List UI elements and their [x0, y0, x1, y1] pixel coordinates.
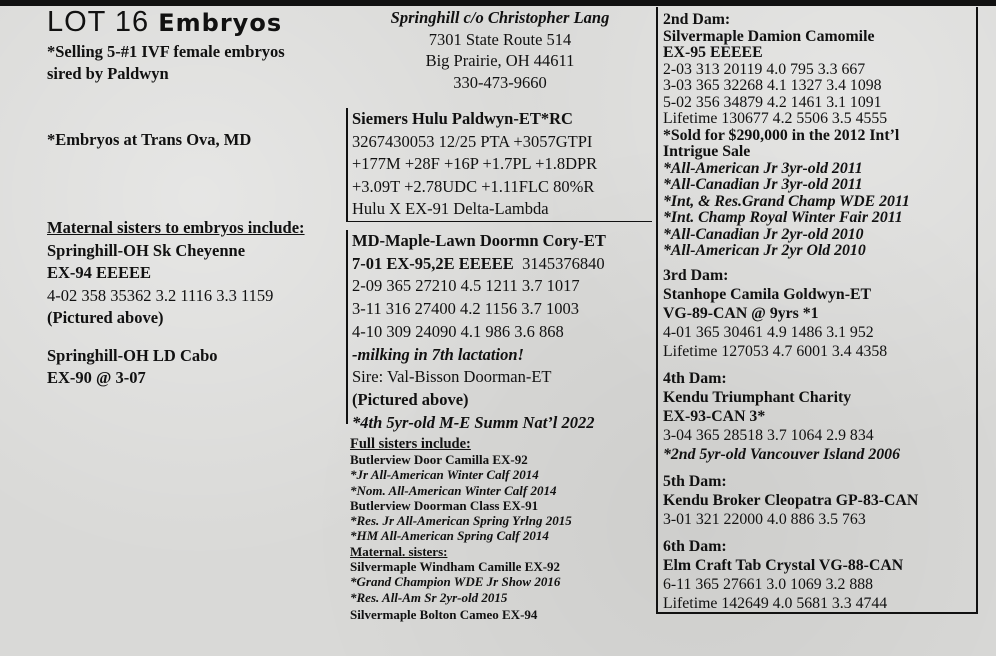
- dam-classification: 7-01 EX-95,2E EEEEE: [352, 253, 514, 273]
- dam-pictured: (Pictured above): [352, 389, 469, 409]
- sister-record: 4-02 358 35362 3.2 1116 3.3 1159: [47, 285, 274, 305]
- full-sister-name: Butlerview Doorman Class EX-91: [350, 497, 539, 513]
- sire-name: Siemers Hulu Paldwyn-ET*RC: [352, 109, 573, 128]
- dam-score: VG-89-CAN @ 9yrs *1: [663, 304, 819, 322]
- full-sisters-heading: Full sisters include:: [350, 436, 471, 452]
- lot-title: [47, 5, 282, 40]
- dam-name: Stanhope Camila Goldwyn-ET: [663, 285, 872, 303]
- contact-block: [375, 7, 625, 93]
- dam-award: *4th 5yr-old M-E Summ Nat’l 2022: [352, 412, 595, 432]
- sire-box: Siemers Hulu Paldwyn-ET*RC 3267430053 12/25 PTA +3057GTPI +177M +28F +16P +1.7PL +1.8DPR +3.09T +2.78UDC +1.11FLC 80%R Hulu X EX-91 Delta-Lambda: [346, 108, 652, 222]
- full-sister-name: Butlerview Door Camilla EX-92: [350, 452, 528, 467]
- dam-sire: Sire: Val-Bisson Doorman-ET: [352, 367, 552, 387]
- lot-number: LOT 16: [47, 6, 150, 38]
- embryo-location: *Embryos at Trans Ova, MD: [47, 130, 252, 149]
- maternal-sisters-heading: Maternal sisters to embryos include:: [47, 218, 305, 237]
- sixth-dam: 6th Dam: Elm Craft Tab Crystal VG-88-CAN 6-11 365 27661 3.0 1069 3.2 888 Lifetime 142649 4.0 5681 3.3 4744: [663, 537, 976, 613]
- sister-score: EX-94 EEEEE: [47, 263, 152, 283]
- dam-name: Elm Craft Tab Crystal VG-88-CAN: [663, 556, 904, 574]
- sister-score: EX-90 @ 3-07: [47, 368, 146, 387]
- dam-name: Silvermaple Damion Camomile: [663, 27, 875, 45]
- sister-name: Springhill-OH Sk Cheyenne: [47, 240, 246, 260]
- dam-milking: -milking in 7th lactation!: [352, 344, 524, 364]
- maternal-sister-name: Silvermaple Bolton Cameo EX-94: [350, 606, 538, 622]
- sister-name: Springhill-OH LD Cabo: [47, 346, 218, 365]
- dam-name: Kendu Broker Cleopatra GP-83-CAN: [663, 491, 919, 509]
- maternal-sister-name: Silvermaple Windham Camille EX-92: [350, 559, 561, 575]
- lot-type: Embryos: [158, 9, 283, 37]
- contact-phone: 330-473-9660: [453, 72, 547, 92]
- fifth-dam: 5th Dam: Kendu Broker Cleopatra GP-83-CAN 3-01 321 22000 4.0 886 3.5 763: [663, 472, 976, 529]
- maternal-sisters-heading: Maternal. sisters:: [350, 543, 448, 559]
- dam-name: MD-Maple-Lawn Doormn Cory-ET: [352, 231, 606, 250]
- dam-score: EX-93-CAN 3*: [663, 407, 766, 425]
- contact-name: Springhill c/o Christopher Lang: [390, 8, 610, 27]
- dams-box: [656, 7, 978, 614]
- sister-note: (Pictured above): [47, 308, 164, 328]
- third-dam: 3rd Dam: Stanhope Camila Goldwyn-ET VG-89-CAN @ 9yrs *1 4-01 365 30461 4.9 1486 3.1 952 Lifetime 127053 4.7 6001 3.4 4358: [663, 266, 976, 361]
- contact-address1: 7301 State Route 514: [428, 29, 572, 49]
- dam-id: 3145376840: [522, 253, 605, 273]
- dam-score: EX-95 EEEEE: [663, 44, 763, 61]
- fourth-dam: 4th Dam: Kendu Triumphant Charity EX-93-CAN 3* 3-04 365 28518 3.7 1064 2.9 834 *2nd 5yr-old Vancouver Island 2006: [663, 369, 976, 464]
- second-dam: 2nd Dam: Silvermaple Damion Camomile EX-95 EEEEE 2-03 313 20119 4.0 795 3.3 667 3-03 365 32268 4.1 1327 3.4 1098 5-02 356 34879 4.2 1461 3.1 1091 Lifetime 130677 4.2 5506 3.5 4555 *Sold for $290,000 in the 2012 Int’l Intrigue Sale *All-American Jr 3yr-old 2011 *All-Canadian Jr 3yr-old 2011 *Int, & Res.Grand Champ WDE 2011 *Int. Champ Royal Winter Fair 2011 *All-Canadian Jr 2yr-old 2010 *All-American Jr 2yr Old 2010: [663, 7, 976, 260]
- dam-box: MD-Maple-Lawn Doormn Cory-ET 7-01 EX-95,2E EEEEE 3145376840 2-09 365 27210 4.5 1211 3.7 1017 3-11 316 27400 4.2 1156 3.7 1003 4-10 309 24090 4.1 986 3.6 868 -milking in 7th lactation! Sire: Val-Bisson Doorman-ET (Pictured above) *4th 5yr-old M-E Summ Nat’l 2022: [346, 230, 646, 424]
- selling-note: *Selling 5-#1 IVF female embryos sired by Paldwyn: [47, 42, 285, 83]
- maternal-sisters: [47, 217, 305, 330]
- full-sisters: Full sisters include: Butlerview Door Camilla EX-92 *Jr All-American Winter Calf 2014 *Nom. All-American Winter Calf 2014 Butlerview Doorman Class EX-91 *Res. Jr All-American Spring Yrlng 2015 *HM All-American Spring Calf 2014 Maternal. sisters: Silvermaple Windham Camille EX-92 *Grand Champion WDE Jr Show 2016 *Res. All-Am Sr 2yr-old 2015 Silvermaple Bolton Cameo EX-94: [350, 436, 572, 622]
- second-sister: [47, 345, 218, 389]
- contact-address2: Big Prairie, OH 44611: [425, 51, 575, 70]
- dam-name: Kendu Triumphant Charity: [663, 388, 852, 406]
